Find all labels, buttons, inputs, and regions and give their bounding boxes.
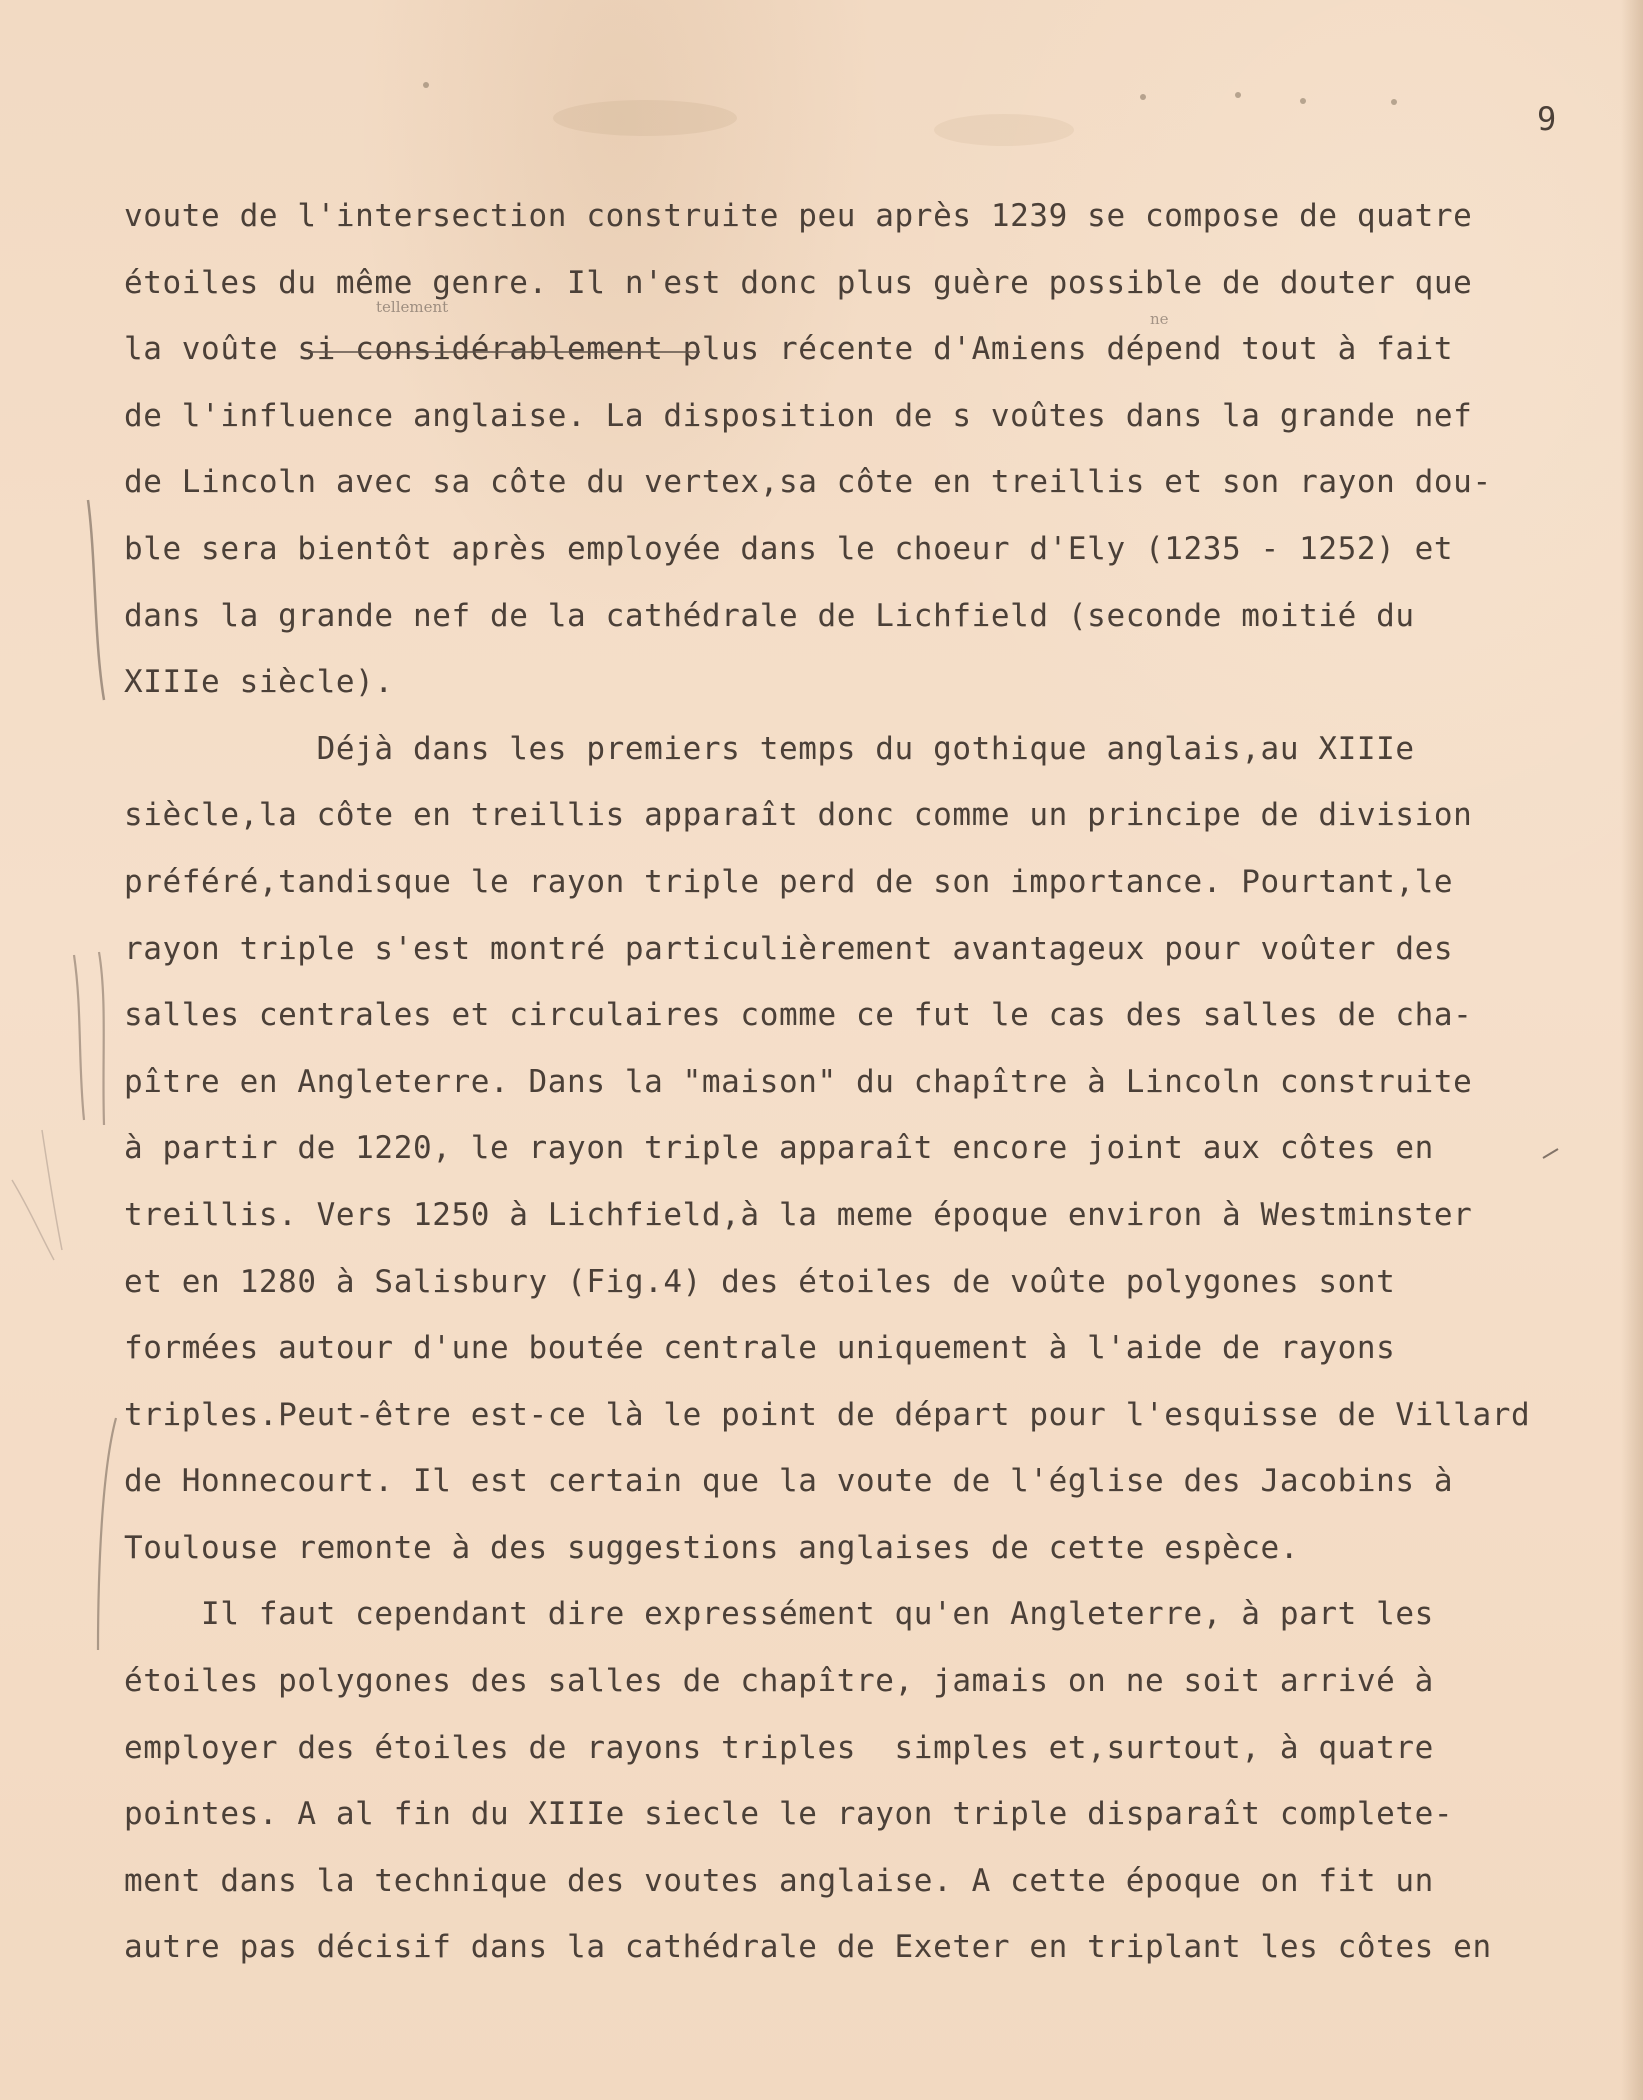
typed-text-body	[124, 194, 1624, 1992]
text-line: dans la grande nef de la cathédrale de Lichfield (seconde moitié du	[124, 597, 1415, 634]
text-line: ble sera bientôt après employée dans le choeur d'Ely (1235 - 1252) et	[124, 530, 1454, 567]
text-line: pître en Angleterre. Dans la "maison" du chapître à Lincoln construite	[124, 1063, 1473, 1100]
text-line: Il faut cependant dire expressément qu'en Angleterre, à part les	[124, 1596, 1434, 1633]
paper-stain	[553, 100, 737, 136]
paper-speck	[1391, 99, 1397, 105]
text-line: voute de l'intersection construite peu après 1239 se compose de quatre	[124, 198, 1473, 234]
margin-mark-line	[42, 1130, 62, 1250]
text-line: de Honnecourt. Il est certain que la voute de l'église des Jacobins à	[124, 1463, 1454, 1500]
text-line: Déjà dans les premiers temps du gothique anglais,au XIIIe	[124, 730, 1415, 767]
insert-note: ne	[1150, 310, 1169, 328]
insert-note: tellement	[376, 298, 449, 316]
text-line: étoiles du même genre. Il n'est donc plus guère possible de douter que	[124, 264, 1473, 301]
text-line: triples.Peut-être est-ce là le point de départ pour l'esquisse de Villard	[124, 1396, 1531, 1433]
text-line: et en 1280 à Salisbury (Fig.4) des étoiles de voûte polygones sont	[124, 1263, 1396, 1300]
text-line: treillis. Vers 1250 à Lichfield,à la meme époque environ à Westminster	[124, 1196, 1473, 1233]
text-line: ment dans la technique des voutes anglaise. A cette époque on fit un	[124, 1862, 1434, 1899]
text-line: salles centrales et circulaires comme ce fut le cas des salles de cha-	[124, 997, 1473, 1034]
margin-mark-line	[99, 952, 104, 1125]
text-line: rayon triple s'est montré particulièrement avantageux pour voûter des	[124, 930, 1454, 967]
margin-mark-line	[12, 1180, 54, 1260]
paper-speck	[1140, 94, 1146, 100]
text-line: de Lincoln avec sa côte du vertex,sa côte en treillis et son rayon dou-	[124, 464, 1492, 501]
text-line: siècle,la côte en treillis apparaît donc comme un principe de division	[124, 797, 1473, 834]
text-line: Toulouse remonte à des suggestions anglaises de cette espèce.	[124, 1529, 1300, 1566]
paper-speck	[423, 82, 429, 88]
text-line: préféré,tandisque le rayon triple perd de son importance. Pourtant,le	[124, 863, 1454, 900]
text-line: pointes. A al fin du XIIIe siecle le rayon triple disparaît complete-	[124, 1796, 1454, 1833]
margin-mark-line	[88, 500, 104, 700]
page-number: 9	[1537, 100, 1557, 138]
text-line: étoiles polygones des salles de chapître, jamais on ne soit arrivé à	[124, 1663, 1434, 1700]
text-line: à partir de 1220, le rayon triple apparaît encore joint aux côtes en	[124, 1130, 1434, 1167]
text-line: formées autour d'une boutée centrale uniquement à l'aide de rayons	[124, 1330, 1396, 1367]
text-line: autre pas décisif dans la cathédrale de Exeter en triplant les côtes en	[124, 1929, 1492, 1966]
paper-speck	[1235, 92, 1241, 98]
text-line: XIIIe siècle).	[124, 664, 394, 701]
text-line: de l'influence anglaise. La disposition de s voûtes dans la grande nef	[124, 397, 1473, 434]
page-edge-shadow	[1621, 0, 1643, 2100]
text-line: la voûte si considérablement plus récente d'Amiens dépend tout à fait	[124, 331, 1454, 368]
text-line: employer des étoiles de rayons triples simples et,surtout, à quatre	[124, 1729, 1434, 1766]
margin-mark-line	[98, 1418, 116, 1650]
paper-stain	[934, 114, 1074, 146]
margin-mark-line	[74, 955, 84, 1120]
paper-speck	[1300, 98, 1306, 104]
